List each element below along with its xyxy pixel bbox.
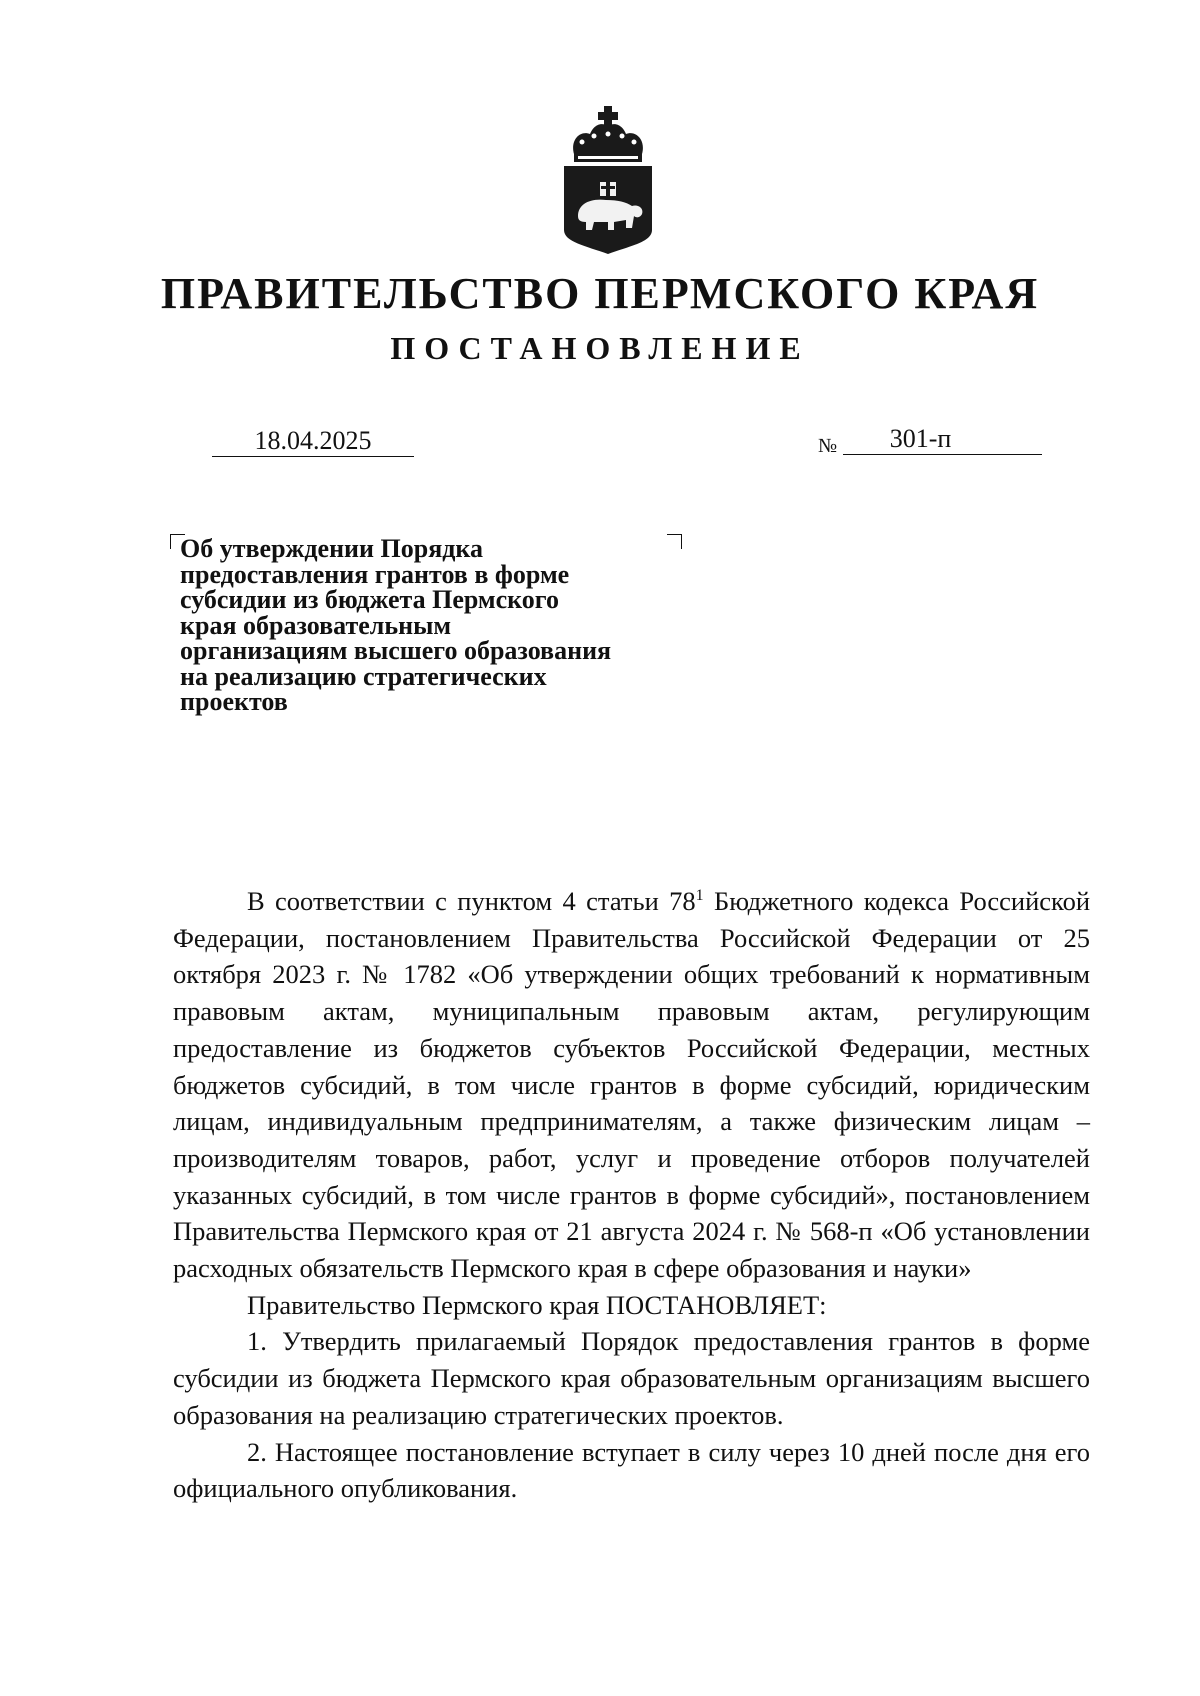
preamble-text-end: Бюджетного кодекса Российской Федерации, постановлением Правительства Российской Федерации от 25 октября 2023 г. № 1782 «Об утверждении общих требований к нормативным правовым актам, муниципальным правовым актам, регулирующим предоставление из бюджетов субъектов Российской Федерации, местных бюджетов субсидий, в том числе грантов в форме субсидий, юридическим лицам, индивидуальным предпринимателям, а также физическим лицам – производителям товаров, работ, услуг и проведение отборов получателей указанных субсидий, в том числе грантов в форме субсидий», постановлением Правительства Пермского края от 21 августа 2024 г. № 568-п «Об установлении расходных обязательств Пермского края в сфере образования и науки» bbox=[173, 886, 1091, 1284]
subject-line: организациям высшего образования bbox=[180, 636, 612, 665]
document-number: 301-п bbox=[843, 424, 1042, 455]
item-1-paragraph: 1. Утвердить прилагаемый Порядок предоставления грантов в форме субсидии из бюджета Пермского края образовательным организациям высшего образования на реализацию стратегических проектов. bbox=[173, 1326, 1090, 1430]
subject-line: субсидии из бюджета Пермского bbox=[180, 585, 559, 614]
number-label: № bbox=[818, 435, 838, 457]
subject-line: на реализацию стратегических bbox=[180, 661, 547, 691]
subject-line: проектов bbox=[180, 687, 288, 716]
article-superscript: 1 bbox=[695, 887, 704, 905]
document-body bbox=[173, 883, 1090, 1507]
document-subject bbox=[180, 536, 670, 715]
document-date: 18.04.2025 bbox=[212, 426, 414, 457]
government-title: ПРАВИТЕЛЬСТВО ПЕРМСКОГО КРАЯ bbox=[160, 269, 1040, 318]
subject-line: Об утверждении Порядка bbox=[180, 534, 484, 563]
subject-line: края образовательным bbox=[180, 610, 452, 640]
document-type: ПОСТАНОВЛЕНИЕ bbox=[390, 330, 810, 366]
perm-krai-coat-of-arms-icon bbox=[560, 104, 656, 256]
preamble-paragraph bbox=[173, 883, 1090, 1287]
subject-line: предоставления грантов в форме bbox=[180, 559, 570, 589]
resolves-paragraph: Правительство Пермского края ПОСТАНОВЛЯЕТ: bbox=[247, 1289, 827, 1320]
preamble-text-start: В соответствии с пунктом 4 статьи 78 bbox=[247, 886, 696, 916]
item-2-paragraph: 2. Настоящее постановление вступает в силу через 10 дней после дня его официального опубликования. bbox=[173, 1436, 1090, 1504]
